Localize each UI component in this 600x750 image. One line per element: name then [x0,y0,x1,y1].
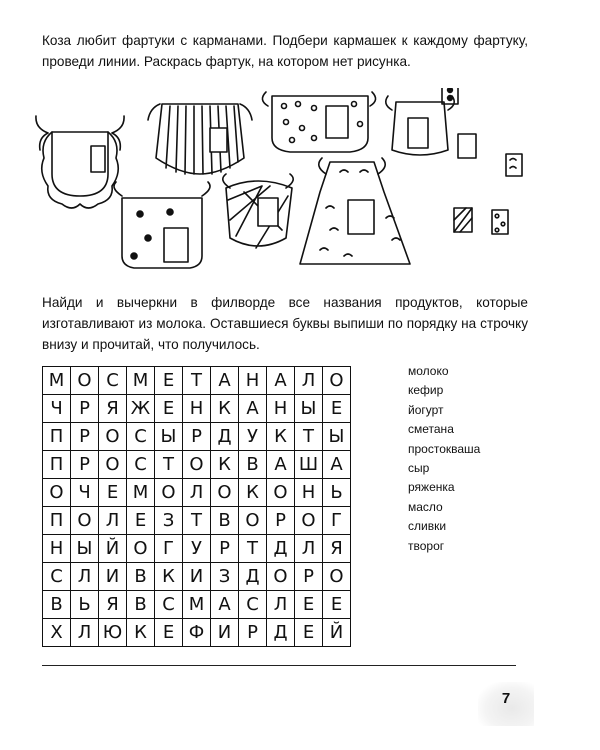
grid-cell[interactable]: А [323,451,351,479]
grid-cell[interactable]: О [323,563,351,591]
grid-cell[interactable]: Д [267,619,295,647]
grid-cell[interactable]: К [267,423,295,451]
apron-geometric [223,174,293,248]
grid-cell[interactable]: В [211,507,239,535]
grid-cell[interactable]: О [43,479,71,507]
grid-cell[interactable]: Р [267,507,295,535]
grid-cell[interactable]: Й [323,619,351,647]
grid-cell[interactable]: Е [155,367,183,395]
grid-cell[interactable]: О [71,507,99,535]
grid-cell[interactable]: М [127,479,155,507]
word-list-item: масло [408,499,443,514]
grid-cell[interactable]: Г [155,535,183,563]
grid-row [43,563,351,591]
grid-cell[interactable]: С [239,591,267,619]
apron-plain [386,96,455,155]
grid-cell[interactable]: Е [127,507,155,535]
grid-cell[interactable]: Ф [183,619,211,647]
word-list-item: ряженка [408,480,455,495]
grid-cell[interactable]: К [127,619,155,647]
grid-cell[interactable]: Р [71,423,99,451]
grid-cell[interactable]: А [211,367,239,395]
grid-cell[interactable]: В [127,591,155,619]
grid-cell[interactable]: Д [267,535,295,563]
grid-cell[interactable]: И [183,563,211,591]
grid-cell[interactable]: О [267,479,295,507]
grid-cell[interactable]: Ю [99,619,127,647]
grid-cell[interactable]: Х [43,619,71,647]
grid-cell[interactable]: Л [295,535,323,563]
pocket-plain-1 [458,134,476,158]
grid-cell[interactable]: О [295,507,323,535]
grid-cell[interactable]: Р [211,535,239,563]
grid-cell[interactable]: Р [295,563,323,591]
task-instructions-fillword: Найди и вычеркни в филворде все названия продуктов, которые изготавливают из молока. Оставшиеся буквы выпиши по порядку на строчку внизу и прочитай, что получилось. [42,295,528,352]
grid-cell[interactable]: М [183,591,211,619]
grid-row [43,451,351,479]
grid-row [43,367,351,395]
grid-cell[interactable]: П [43,507,71,535]
grid-cell[interactable]: О [99,423,127,451]
grid-cell[interactable]: О [127,535,155,563]
grid-row [43,395,351,423]
grid-cell[interactable]: Н [183,395,211,423]
grid-cell[interactable]: Ы [295,395,323,423]
word-list-item: сметана [408,422,454,437]
grid-cell[interactable]: К [239,479,267,507]
grid-cell[interactable]: С [99,367,127,395]
grid-cell[interactable]: Т [183,367,211,395]
grid-cell[interactable]: М [127,367,155,395]
grid-cell[interactable]: К [155,563,183,591]
grid-cell[interactable]: Д [211,423,239,451]
grid-cell[interactable]: Ы [323,423,351,451]
word-list-item: йогурт [408,402,444,417]
apron-striped [148,104,252,174]
grid-cell[interactable]: О [155,479,183,507]
grid-cell[interactable]: Ш [295,451,323,479]
fillword-grid [42,366,351,647]
grid-cell[interactable]: Л [183,479,211,507]
grid-cell[interactable]: О [239,507,267,535]
grid-cell[interactable]: Е [295,591,323,619]
grid-cell[interactable]: И [211,619,239,647]
grid-cell[interactable]: В [43,591,71,619]
grid-row [43,535,351,563]
apron-scalloped [36,116,124,208]
grid-cell[interactable]: К [211,451,239,479]
grid-cell[interactable]: Ы [71,535,99,563]
grid-cell[interactable]: Р [71,395,99,423]
grid-cell[interactable]: О [71,367,99,395]
grid-cell[interactable]: Н [43,535,71,563]
grid-cell[interactable]: Н [267,395,295,423]
grid-cell[interactable]: В [127,563,155,591]
page-number: 7 [501,690,511,707]
answer-line[interactable] [42,665,516,666]
aprons-illustration [30,88,550,278]
grid-cell[interactable]: Н [295,479,323,507]
grid-cell[interactable]: З [211,563,239,591]
grid-cell[interactable]: Д [239,563,267,591]
pocket-dots [492,210,508,234]
grid-cell[interactable]: Я [99,395,127,423]
grid-cell[interactable]: Ч [71,479,99,507]
grid-cell[interactable]: Т [183,507,211,535]
grid-row [43,619,351,647]
grid-cell[interactable]: А [267,367,295,395]
grid-cell[interactable]: Ь [323,479,351,507]
grid-cell[interactable]: О [267,563,295,591]
grid-cell[interactable]: Я [99,591,127,619]
word-list-item: сыр [408,461,430,476]
grid-cell[interactable]: Е [155,619,183,647]
grid-cell[interactable]: Е [99,479,127,507]
grid-cell[interactable]: С [127,423,155,451]
grid-cell[interactable]: Р [239,619,267,647]
grid-cell[interactable]: П [43,451,71,479]
grid-cell[interactable]: С [43,563,71,591]
grid-cell[interactable]: О [99,451,127,479]
grid-cell[interactable]: С [155,591,183,619]
pocket-leaves [506,154,522,176]
apron-leaves [300,158,410,264]
grid-cell[interactable]: З [155,507,183,535]
word-list-item: молоко [408,364,449,378]
grid-cell[interactable]: Ь [71,591,99,619]
grid-cell[interactable]: Л [71,563,99,591]
grid-cell[interactable]: С [127,451,155,479]
grid-cell[interactable]: О [323,367,351,395]
grid-cell[interactable]: Л [71,619,99,647]
grid-cell[interactable]: Л [295,367,323,395]
grid-row [43,591,351,619]
grid-cell[interactable]: О [211,479,239,507]
grid-cell[interactable]: Е [155,395,183,423]
grid-cell[interactable]: Ч [43,395,71,423]
word-list-item: простокваша [408,441,481,456]
grid-cell[interactable]: Е [323,395,351,423]
task-instructions-aprons: Коза любит фартуки с карманами. Подбери кармашек к каждому фартуку, проведи линии. Раскрась фартук, на котором нет рисунка. [42,33,528,69]
grid-cell[interactable]: Ы [155,423,183,451]
apron-dotted [262,92,375,152]
grid-cell[interactable]: Л [267,591,295,619]
grid-cell[interactable]: Т [239,535,267,563]
grid-cell[interactable]: О [183,451,211,479]
grid-row [43,507,351,535]
grid-cell[interactable]: К [211,395,239,423]
apron-flowers [114,182,210,268]
grid-cell[interactable]: А [211,591,239,619]
grid-cell[interactable]: И [99,563,127,591]
grid-cell[interactable]: Н [239,367,267,395]
grid-row [43,479,351,507]
grid-cell[interactable]: У [183,535,211,563]
grid-cell[interactable]: Т [155,451,183,479]
grid-cell[interactable]: А [239,395,267,423]
grid-cell[interactable]: В [239,451,267,479]
grid-cell[interactable]: Р [183,423,211,451]
grid-cell[interactable]: Р [71,451,99,479]
grid-cell[interactable]: П [43,423,71,451]
grid-cell[interactable]: Е [323,591,351,619]
word-list-item: кефир [408,383,444,398]
grid-cell[interactable]: Е [295,619,323,647]
grid-cell[interactable]: Л [99,507,127,535]
word-list-item: творог [408,538,445,553]
word-list [408,362,480,556]
grid-cell[interactable]: Г [323,507,351,535]
grid-cell[interactable]: У [239,423,267,451]
grid-cell[interactable]: А [267,451,295,479]
grid-cell[interactable]: Я [323,535,351,563]
grid-row [43,423,351,451]
grid-cell[interactable]: М [43,367,71,395]
pockets [442,88,522,234]
grid-cell[interactable]: Й [99,535,127,563]
word-list-item: сливки [408,519,447,534]
grid-cell[interactable]: Ж [127,395,155,423]
grid-cell[interactable]: Т [295,423,323,451]
